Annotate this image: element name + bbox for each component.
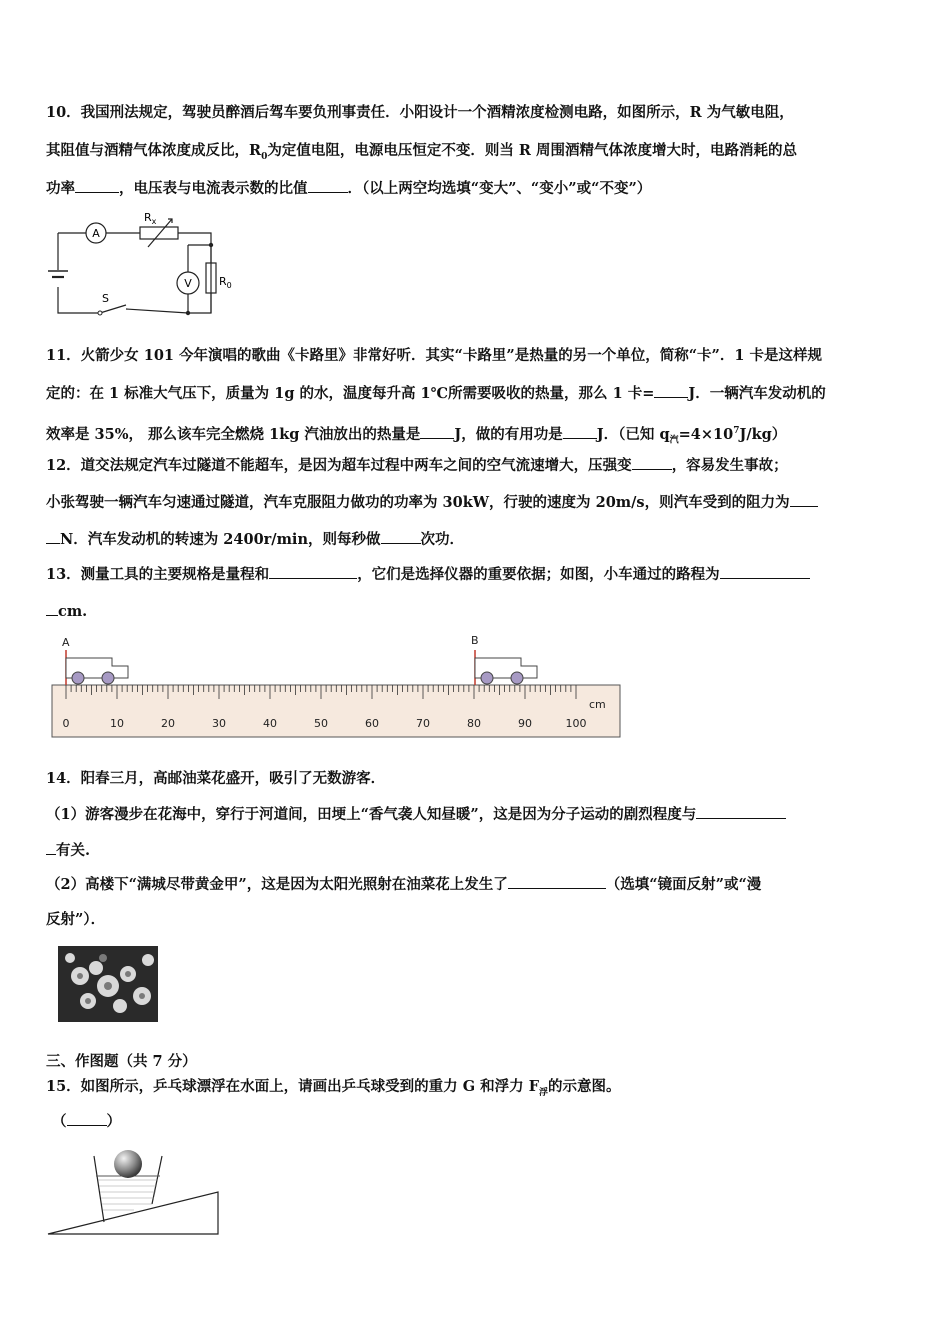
ruler-tick-label: 30 xyxy=(212,717,226,730)
q13-blank-2a[interactable] xyxy=(720,564,810,579)
q11-line2: 定的：在 1 标准大气压下，质量为 1g 的水，温度每升高 1℃所需要吸收的热量，那么 1 卡= J．一辆汽车发动机的 xyxy=(46,385,826,402)
q12-line3: N．汽车发动机的转速为 2400r/min，则每秒做 次功． xyxy=(46,529,464,550)
q15-float-ball-figure xyxy=(44,1142,224,1238)
ping-pong-ball xyxy=(114,1150,142,1178)
q10-blank-2[interactable] xyxy=(308,178,348,193)
q11-blank-3[interactable] xyxy=(563,424,597,439)
q15-blank[interactable] xyxy=(67,1111,107,1126)
section3-title: 三、作图题（共 7 分） xyxy=(46,1053,197,1070)
car-b xyxy=(475,658,537,684)
q15-line1: 15．如图所示，乒乓球漂浮在水面上，请画出乒乓球受到的重力 G 和浮力 $F_浮$的示意图。 xyxy=(46,1078,621,1098)
r0-label: $R_0$ xyxy=(219,275,232,290)
ruler-tick-label: 70 xyxy=(416,717,430,730)
ruler-tick-label: 80 xyxy=(467,717,481,730)
ruler-tick-label: 10 xyxy=(110,717,124,730)
ruler-tick-label: 100 xyxy=(565,717,587,730)
q13-ruler-figure xyxy=(48,630,628,742)
q10-blank-1[interactable] xyxy=(75,178,119,193)
marker-b-label: B xyxy=(471,634,479,647)
q10-line3: 功率 ，电压表与电流表示数的比值 ．（以上两空均选填“变大”、“变小”或“不变”） xyxy=(46,180,652,197)
q12-blank-1[interactable] xyxy=(632,455,672,470)
q11-blank-1[interactable] xyxy=(654,383,688,398)
q14-blank-2[interactable] xyxy=(508,874,606,889)
q10-circuit-diagram xyxy=(40,205,250,325)
flower-photo xyxy=(58,946,158,1022)
q11-blank-2[interactable] xyxy=(420,424,454,439)
q14-blank-1b[interactable] xyxy=(46,840,56,855)
ruler-unit: cm xyxy=(589,698,606,711)
ruler-tick-label: 90 xyxy=(518,717,532,730)
ruler-tick-label: 0 xyxy=(62,717,70,730)
q10-line1: 10．我国刑法规定，驾驶员醉酒后驾车要负刑事责任．小阳设计一个酒精浓度检测电路，如图所示，R 为气敏电阻， xyxy=(46,104,794,121)
marker-a-label: A xyxy=(62,636,70,649)
q13-blank-2b[interactable] xyxy=(46,601,58,616)
q11-line1: 11．火箭少女 101 今年演唱的歌曲《卡路里》非常好听．其实“卡路里”是热量的另一个单位，简称“卡”．1 卡是这样规 xyxy=(46,347,823,364)
q14-line3: 有关. xyxy=(46,840,90,861)
voltmeter-label: V xyxy=(184,277,192,290)
q13-line1: 13．测量工具的主要规格是量程和 ，它们是选择仪器的重要依据；如图，小车通过的路程为 xyxy=(46,564,810,585)
q14-blank-1a[interactable] xyxy=(696,804,786,819)
q14-line1: 14．阳春三月，高邮油菜花盛开，吸引了无数游客． xyxy=(46,770,386,787)
q12-line2: 小张驾驶一辆汽车匀速通过隧道，汽车克服阻力做功的功率为 30kW，行驶的速度为 20m/s，则汽车受到的阻力为 xyxy=(46,492,818,513)
rx-label: $R_x$ xyxy=(144,211,157,226)
car-a xyxy=(66,658,128,684)
ammeter-label: A xyxy=(92,227,100,240)
q12-blank-3[interactable] xyxy=(381,529,421,544)
q14-line2: （1）游客漫步在花海中，穿行于河道间，田埂上“香气袭人知昼暖”，这是因为分子运动的剧烈程度与 xyxy=(46,804,786,825)
ruler-tick-label: 40 xyxy=(263,717,277,730)
q15-line2: （ ） xyxy=(52,1113,121,1130)
switch-label: S xyxy=(102,292,109,305)
q13-line2: cm. xyxy=(46,601,87,622)
q12-blank-2a[interactable] xyxy=(790,492,818,507)
ruler-tick-label: 60 xyxy=(365,717,379,730)
q12-blank-2b[interactable] xyxy=(46,529,60,544)
q12-line1: 12．道交法规定汽车过隧道不能超车，是因为超车过程中两车之间的空气流速增大，压强变 ，容易发生事故； xyxy=(46,457,788,474)
ruler-tick-label: 50 xyxy=(314,717,328,730)
q14-line4: （2）高楼下“满城尽带黄金甲”，这是因为太阳光照射在油菜花上发生了 （选填“镜面反射”或“漫 xyxy=(46,876,762,893)
q14-line5: 反射”）． xyxy=(46,911,106,928)
ruler-tick-label: 20 xyxy=(161,717,175,730)
q13-blank-1[interactable] xyxy=(269,564,357,579)
q11-line3: 效率是 35%， 那么该车完全燃烧 1kg 汽油放出的热量是 J，做的有用功是 J．（已知 $q_汽=4\times 10^7J/kg$） xyxy=(46,425,787,446)
q10-line2: 其阻值与酒精气体浓度成反比，$R_0$为定值电阻，电源电压恒定不变．则当 R 周围酒精气体浓度增大时，电路消耗的总 xyxy=(46,142,797,162)
